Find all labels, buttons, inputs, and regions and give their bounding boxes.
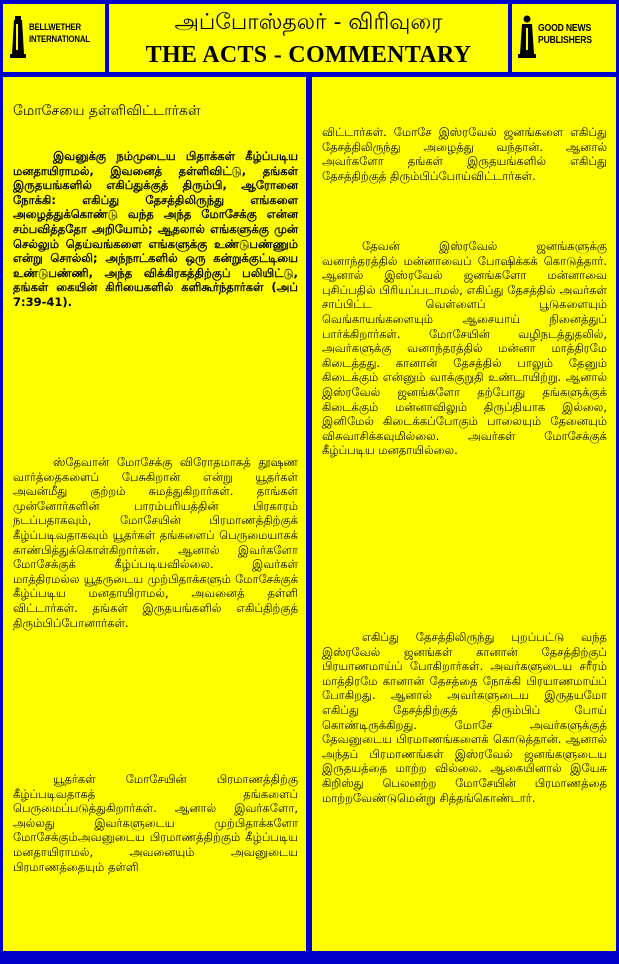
paragraph-continued-text: விட்டார்கள். மோசே இஸ்ரவேல் ஜனங்களை எகிப்து தேசத்திலிருந்து அழைத்து வந்தான். ஆனால் அவர்களோ தங்கள் இருதயங்களில் எகிப்து தேசத்திற்குத் திரும்பிப்போய்விட்டார்கள். <box>322 125 607 183</box>
paragraph-3 <box>322 239 607 458</box>
paragraph-3-text: தேவன் இஸ்ரவேல் ஜனங்களுக்கு வனாந்தரத்தில் மன்னாவைப் போஷிக்கக் கொடுத்தார். ஆனால் இஸ்ரவேல் ஜனங்களோ மன்னாவை புசிப்பதில் பிரியப்படாமல், எகிப்து தேசத்தில் அவர்கள் சாப்பிட்ட வெள்ளைப் பூடுகளையும் வெங்காயங்களையும் ஆசையாய் நினைத்துப் பார்க்கிறார்கள். மோசேயின் வழிநடத்துதலில், அவர்களுக்கு வனாந்தரத்தில் மன்னா மாத்திரமே கிடைத்தது. கானான் தேசத்தில் பாலும் தேனும் கிடைக்கும் என்னும் வாக்குறுதி உண்டாயிற்று. ஆனால் இஸ்ரவேல் ஜனங்களோ தற்போது தங்களுக்குக் கிடைக்கும் மன்னாவிலும் திருப்தியாக இல்லை, இனிமேல் கிடைக்கப்போகும் பாலையும் தேனையும் விசுவாசிக்கவுமில்லை. அவர்கள் மோசேக்குக் கீழ்ப்படிய மனதாயில்லை. <box>322 239 607 458</box>
logo-line-2: PUBLISHERS <box>538 34 592 46</box>
preacher-icon <box>518 14 536 62</box>
logo-line-1: GOOD NEWS <box>538 22 592 34</box>
good-news-logo <box>516 10 612 66</box>
paragraph-4-text: எகிப்து தேசத்திலிருந்து புறப்பட்டு வந்த இஸ்ரவேல் ஜனங்கள் கானான் தேசத்திற்குப் பிரயாணமாய்ப் போகிறார்கள். அவர்களுடைய சரீரம் மாத்திரமே கானான் தேசத்தை நோக்கி பிரயாணமாய்ப் போகிறது. ஆனால் அவர்களுடைய இருதயமோ எகிப்து தேசத்திற்குத் திரும்பிப் போய் கொண்டிருக்கிறது. மோசே அவர்களுக்குத் தேவனுடைய பிரமாணங்களைக் கொடுத்தான். ஆனால் அந்தப் பிரமாணங்கள் இஸ்ரவேல் ஜனங்களுடைய இருதயத்தை மாற்ற வில்லை. ஆகையினால் இயேசு கிறிஸ்து பெலனற்ற மோசேயின் பிரமாணத்தை மாற்றவேண்டுமென்று சித்தங்கொண்டார். <box>322 630 607 805</box>
paragraph-1-text: ஸ்தேவான் மோசேக்கு விரோதமாகத் தூஷண வார்த்தைகளைப் பேசுகிறான் என்று யூதர்கள் அவன்மீது குற்றம் சுமத்துகிறார்கள். தாங்கள் முன்னோர்களின் பாரம்பரியத்தின் பிரகாரம் நடப்பதாகவும், மோசேயின் பிரமாணத்திற்குக் கீழ்ப்படிவதாகவும் யூதர்கள் தங்களைப் பெருமையாகக் காண்பித்துக்கொள்கிறார்கள். ஆனால் இவர்களோ மோசேக்குக் கீழ்ப்படியவில்லை. இவர்கள் மாத்திரமல்ல யூதருடைய முற்பிதாக்களும் மோசேக்குக் கீழ்ப்படிய மனதாயிராமல், அவனைத் தள்ளி விட்டார்கள். தங்கள் இருதயங்களில் எகிப்திற்குத் திரும்பிப்போனார்கள். <box>13 455 298 630</box>
title-tamil: அப்போஸ்தலர் - விரிவுரை <box>174 10 443 35</box>
scripture-quote <box>13 149 298 310</box>
good-news-logo-box <box>512 4 616 72</box>
bellwether-logo-box <box>3 4 105 72</box>
bellwether-logo <box>7 10 101 66</box>
left-column <box>3 77 306 951</box>
bellwether-ram-icon <box>9 14 27 62</box>
logo-line-2: INTERNATIONAL <box>29 34 90 45</box>
paragraph-continued <box>322 125 607 183</box>
logo-line-1: BELLWETHER <box>29 22 82 33</box>
title-english: THE ACTS - COMMENTARY <box>145 42 472 68</box>
paragraph-1 <box>13 455 298 630</box>
paragraph-2 <box>13 772 298 874</box>
right-column <box>312 77 616 951</box>
paragraph-2-text: யூதர்கள் மோசேயின் பிரமாணத்திற்கு கீழ்ப்படிவதாகத் தங்களைப் பெருமைப்படுத்துகிறார்கள். ஆனால் இவர்களோ, அல்லது இவர்களுடைய முற்பிதாக்களோ மோசேக்கும்அவனுடைய பிரமாணத்திற்கும் கீழ்ப்படிய மனதாயிராமல், அவனையும் அவனுடைய பிரமாணத்தையும் தள்ளி <box>13 772 298 874</box>
title-box <box>109 4 508 72</box>
section-heading: மோசேயை தள்ளிவிட்டார்கள் <box>13 103 201 119</box>
paragraph-4 <box>322 630 607 805</box>
scripture-quote-text: இவனுக்கு நம்முடைய பிதாக்கள் கீழ்ப்படிய மனதாயிராமல், இவனைத் தள்ளிவிட்டு, தங்கள் இருதயங்களில் எகிப்துக்குத் திரும்பி, ஆரோனை நோக்கி: எகிப்து தேசத்திலிருந்து எங்களை அழைத்துக்கொண்டு வந்த அந்த மோசேக்கு என்ன சம்பவித்ததோ அறியோம்; ஆதலால் எங்களுக்கு முன் செல்லும் தெய்வங்களை எங்களுக்கு உண்டுபண்ணும் என்று சொல்லி; அந்நாட்களில் ஒரு கன்றுக்குட்டியை உண்டுபண்ணி, அந்த விக்கிரகத்திற்குப் பலியிட்டு, தங்கள் கையின் கிரியைகளில் களிகூர்ந்தார்கள் (அப் 7:39-41). <box>13 149 298 309</box>
